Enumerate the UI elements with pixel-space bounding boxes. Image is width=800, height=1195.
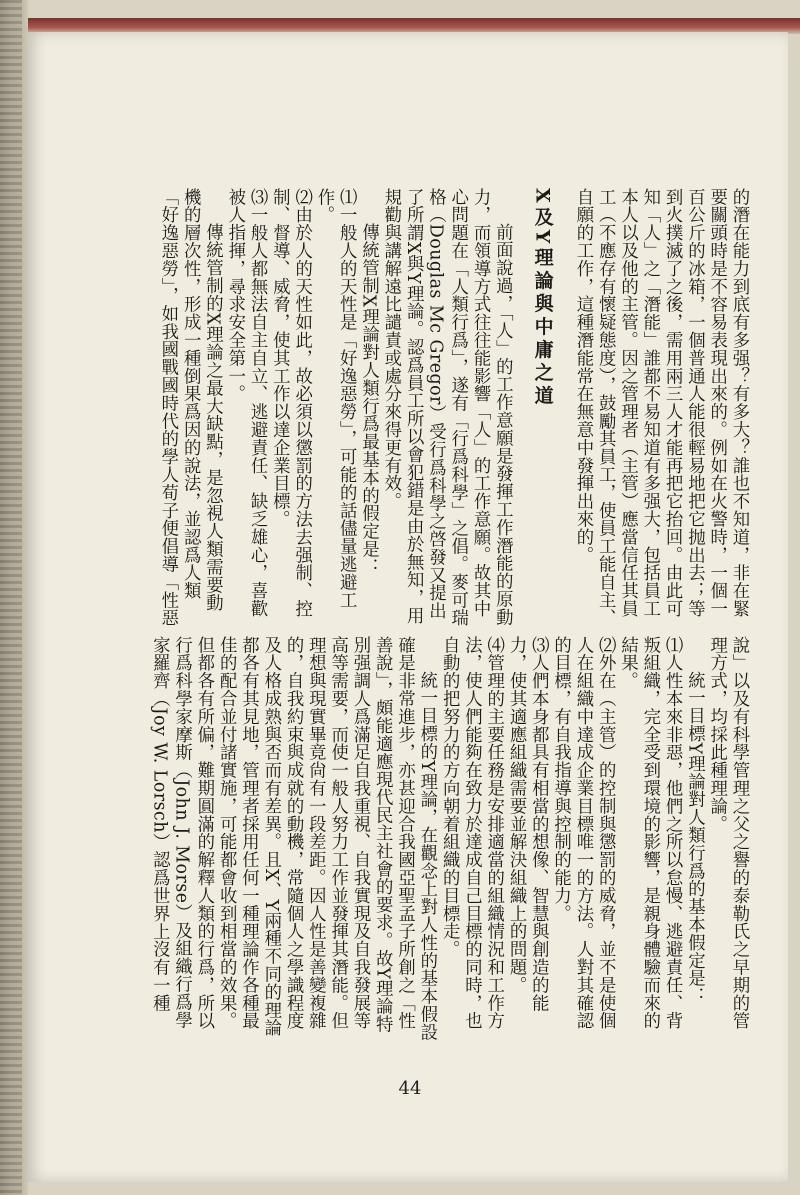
paragraph: 傳統管制X理論對人類行爲最基本的假定是： <box>358 222 379 576</box>
adjacent-page-edge <box>0 0 22 1195</box>
list-item: ⑷管理的主要任務是安排適當的組織情況和工作方法，使人們能夠在致力於達成自己目標的同時，也自動的把努力的方向朝着組織的目標走。 <box>439 636 504 1030</box>
lower-text-column <box>116 636 750 1042</box>
list-item: ⑶一般人都無法自主自立、逃避責任、缺乏雄心，喜歡被人指揮，尋求安全第一。 <box>224 188 268 618</box>
section-heading: X及Y理論與中庸之道 <box>531 188 554 409</box>
paragraph-continued: 說」以及有科學管理之父之譽的泰勒氏之早期的管理方式，均採此種理論。 <box>706 636 749 1030</box>
paragraph: 前面說過，「人」的工作意願是發揮工作潛能的原動力，而領導方式往往能影響「人」的工作意願。故其中心問題在「人類行爲」，遂有「行爲科學」之倡。麥可瑞格（Douglas Mc Gregor）受行爲科學之啓發又提出了所謂X與Y理論。認爲員工所以會犯錯是由於無知，用規勸與講解遠比譴責或處分來得更有效。 <box>380 188 513 627</box>
paragraph: 統一目標的Y理論，在觀念上對人性的基本假設確是非常進步，亦甚迎合我國亞聖孟子所創之「性善說」，頗能適應現代民主社會的要求。故Y理論特別强調人爲滿足自我重視、自我實現及自我發展等高等需要，而使一般人努力工作並發揮其潛能。但理想與現實畢竟尙有一段差距。因人性是善變複雜的，自我約束與成就的動機，常隨個人之學識程度及人格成熟與否而有差異。且X、Y兩種不同的理論都各有其見地，管理者採用任何一種理論作各種最佳的配合並付諸實施，可能都會收到相當的效果。但都各有所偏，難期圓滿的解釋人類的行爲，所以行爲科學家摩斯（John J. Morse）及組織行爲學家羅齊（Joy W. Lorsch）認爲世界上沒有一種 <box>149 636 437 1041</box>
paragraph-continued: 的潛在能力到底有多强？有多大？誰也不知道，非在緊要關頭時是不容易表現出來的。例如在火警時，一個一百公斤的冰箱，一個普通人能很輕易地把它抛出去；等到火撲滅了之後，需用兩三人才能再把它抬回。由此可知「人」之「潛能」誰都不易知道有多强大，包括員工本人以及他的主管。因之管理者（主管）應當信任其員工（不應存有懷疑態度），鼓勵其員工，使員工能自主、自願的工作，這種潛能常在無意中發揮出來的。 <box>572 188 749 627</box>
page-number: 44 <box>398 1078 422 1099</box>
list-item: ⑶人們本身都具有相當的想像、智慧與創造的能力，使其適應組織需要並解決組織上的問題。 <box>506 636 549 1012</box>
list-item: ⑴人性本來非惡，他們之所以怠慢、逃避責任、背叛組織，完全受到環境的影響，是親身體驗而來的結果。 <box>617 636 683 1030</box>
upper-text-column <box>116 188 750 628</box>
list-item: ⑵由於人的天性如此，故必須以懲罰的方法去强制、控制、督導、威脅，使其工作以達企業目標。 <box>269 188 312 618</box>
paragraph: 統一目標Y理論對人類行爲的基本假定是： <box>684 670 705 1005</box>
paragraph: 傳統管制的X理論之最大缺點，是忽視人類需要動機的層次性，形成一種倒果爲因的說法，並認爲人類「好逸惡勞」，如我國戰國時代的學人荀子便倡導「性惡 <box>157 188 223 627</box>
list-item: ⑴一般人的天性是「好逸惡勞」，可能的話儘量逃避工作。 <box>313 188 357 609</box>
list-item: ⑵外在（主管）的控制與懲罰的威脅，並不是使個人在組織中達成企業目標唯一的方法。人對其確認的目標，有自我指導與控制的能力。 <box>550 636 616 1030</box>
